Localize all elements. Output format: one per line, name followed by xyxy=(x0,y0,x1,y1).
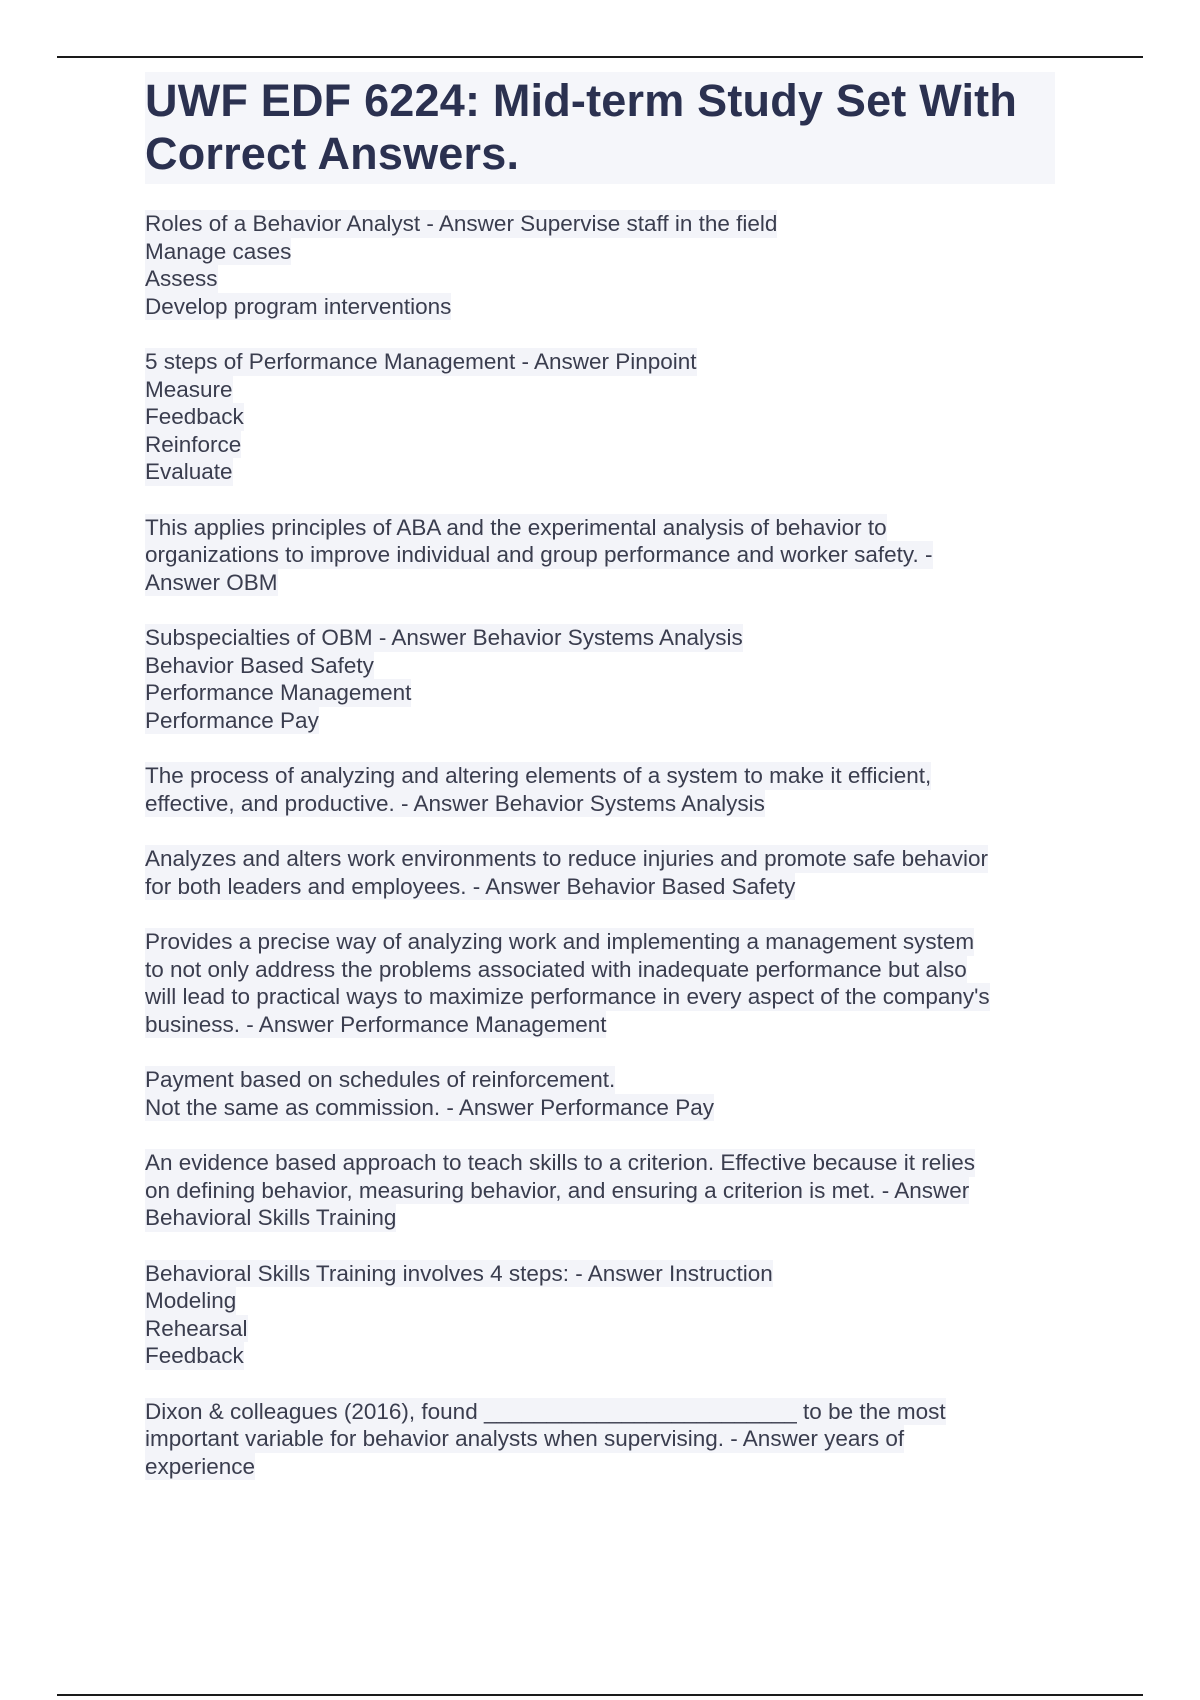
flashcard-line: Develop program interventions xyxy=(145,293,452,319)
flashcard xyxy=(145,845,1055,900)
flashcard-line: Behavioral Skills Training xyxy=(145,1205,397,1230)
flashcard xyxy=(145,928,1055,1038)
top-divider xyxy=(57,56,1143,58)
flashcard-line: organizations to improve individual and group performance and worker safety. - xyxy=(145,542,933,567)
flashcard xyxy=(145,1066,1055,1121)
flashcard-line: Rehearsal xyxy=(145,1315,248,1341)
flashcard-line: Roles of a Behavior Analyst - Answer Supervise staff in the field xyxy=(145,211,778,236)
flashcard-line: Behavioral Skills Training involves 4 steps: - Answer Instruction xyxy=(145,1260,773,1286)
flashcard-line: Measure xyxy=(145,376,233,402)
flashcard-line: Performance Management xyxy=(145,680,412,705)
flashcard xyxy=(145,1149,1055,1232)
flashcard-line: Assess xyxy=(145,266,218,291)
flashcard xyxy=(145,1398,1055,1481)
flashcard-line: will lead to practical ways to maximize performance in every aspect of the company's xyxy=(145,984,990,1009)
flashcard-line: experience xyxy=(145,1453,256,1479)
flashcard-line: for both leaders and employees. - Answer Behavior Based Safety xyxy=(145,873,796,899)
flashcard-line: to not only address the problems associated with inadequate performance but also xyxy=(145,956,967,982)
flashcard-line: 5 steps of Performance Management - Answer Pinpoint xyxy=(145,349,697,374)
flashcard-line: Performance Pay xyxy=(145,707,319,733)
flashcard-line: Answer OBM xyxy=(145,569,278,595)
flashcard-line: Evaluate xyxy=(145,459,233,484)
flashcard-line: The process of analyzing and altering elements of a system to make it efficient, xyxy=(145,763,932,788)
flashcard-line: Subspecialties of OBM - Answer Behavior Systems Analysis xyxy=(145,625,743,650)
flashcard-line: This applies principles of ABA and the experimental analysis of behavior to xyxy=(145,514,887,540)
flashcard xyxy=(145,348,1055,486)
flashcard-line: Payment based on schedules of reinforcement. xyxy=(145,1067,616,1092)
flashcard-line: important variable for behavior analysts when supervising. - Answer years of xyxy=(145,1426,905,1451)
document-body xyxy=(145,72,1055,1508)
flashcard-line: Dixon & colleagues (2016), found _________________________ to be the most xyxy=(145,1398,946,1424)
document-title: UWF EDF 6224: Mid-term Study Set With Correct Answers. xyxy=(145,72,1055,184)
flashcard-line: Feedback xyxy=(145,1343,244,1368)
bottom-divider xyxy=(57,1694,1143,1696)
flashcard xyxy=(145,210,1055,320)
flashcard-line: effective, and productive. - Answer Behavior Systems Analysis xyxy=(145,790,765,816)
flashcard-line: business. - Answer Performance Management xyxy=(145,1011,607,1037)
flashcard-line: Provides a precise way of analyzing work and implementing a management system xyxy=(145,929,975,954)
flashcard-line: Feedback xyxy=(145,404,244,429)
flashcard-line: Manage cases xyxy=(145,238,292,264)
flashcard xyxy=(145,514,1055,597)
flashcard xyxy=(145,624,1055,734)
flashcard-line: Analyzes and alters work environments to reduce injuries and promote safe behavior xyxy=(145,846,988,871)
flashcard-list xyxy=(145,210,1055,1480)
flashcard-line: Reinforce xyxy=(145,431,242,457)
flashcard xyxy=(145,1260,1055,1370)
flashcard-line: on defining behavior, measuring behavior, and ensuring a criterion is met. - Answer xyxy=(145,1177,970,1203)
flashcard-line: Not the same as commission. - Answer Performance Pay xyxy=(145,1094,714,1120)
flashcard-line: Modeling xyxy=(145,1288,237,1313)
flashcard xyxy=(145,762,1055,817)
flashcard-line: Behavior Based Safety xyxy=(145,652,374,678)
flashcard-line: An evidence based approach to teach skills to a criterion. Effective because it relies xyxy=(145,1150,976,1175)
